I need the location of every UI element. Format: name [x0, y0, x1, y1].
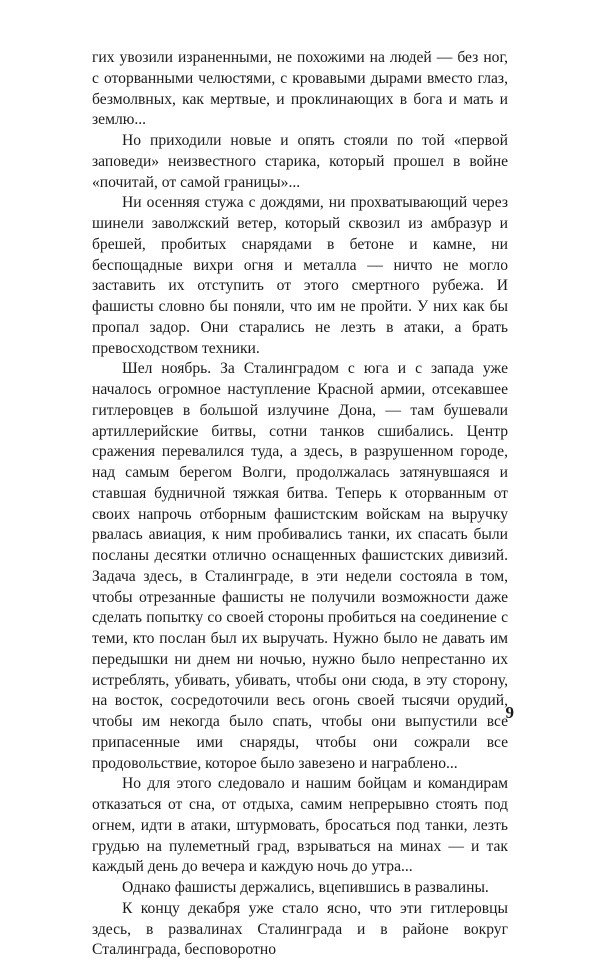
body-text: [92, 48, 508, 961]
paragraph-3: Ни осенняя стужа с дождями, ни прохватывающий через шинели заволжский ветер, который сквозил из амбразур и брешей, пробитых снарядами в бетоне и камне, ни беспощадные вихри огня и металла — ничто не могло заставить их отступить от этого смертного рубежа. И фашисты словно бы поняли, что им не пройти. У них как бы пропал задор. Они старались не лезть в атаки, а брать превосходством техники.: [92, 194, 508, 357]
paragraph-1: гих увозили израненными, не похожими на людей — без ног, с оторванными челюстями, с кровавыми дырами вместо глаз, безмолвных, как мертвые, и проклинающих в бога и мать и землю...: [92, 49, 508, 129]
paragraph-2: Но приходили новые и опять стояли по той «первой заповеди» неизвестного старика, который прошел в войне «почитай, от самой границы»...: [92, 132, 508, 191]
page-number: 9: [505, 703, 514, 722]
paragraph-5: Но для этого следовало и нашим бойцам и командирам отказаться от сна, от отдыха, самим непрерывно стоять под огнем, идти в атаки, штурмовать, бросаться под танки, лезть грудью на пулеметный град, взрываться на минах — и так каждый день до вечера и каждую ночь до утра...: [92, 775, 508, 876]
paragraph-6: Однако фашисты держались, вцепившись в развалины.: [122, 879, 489, 896]
paragraph-4: Шел ноябрь. За Сталинградом с юга и с запада уже началось огромное наступление Красной армии, отсекавшее гитлеровцев в большой излучине Дона, — там бушевали артиллерийские битвы, сотни танков сшибались. Центр сражения перевалился туда, а здесь, в разрушенном городе, над самым берегом Волги, продолжалась затянувшаяся и ставшая будничной тяжкая битва. Теперь к оторванным от своих напрочь отборным фашистским войскам на выручку рвалась авиация, к ним пробивались танки, их спасать были посланы десятки отлично оснащенных фашистских дивизий. Задача здесь, в Сталинграде, в эти недели состояла в том, чтобы отрезанные фашисты не получили возможности даже сделать попытку со своей стороны пробиться на соединение с теми, кто послан был их выручать. Нужно было не давать им передышки ни днем ни ночью, нужно было непрестанно их истреблять, убивать, убивать, чтобы они сюда, в эту сторону, на восток, сосредоточили весь огонь своей тысячи орудий, чтобы им некогда было спать, чтобы они выпустили все припасенные ими снаряды, чтобы они сожрали все продовольствие, которое было завезено и награблено...: [92, 360, 508, 772]
paragraph-7: К концу декабря уже стало ясно, что эти гитлеровцы здесь, в развалинах Сталинграда и в районе вокруг Сталинграда, бесповоротно: [92, 899, 508, 959]
